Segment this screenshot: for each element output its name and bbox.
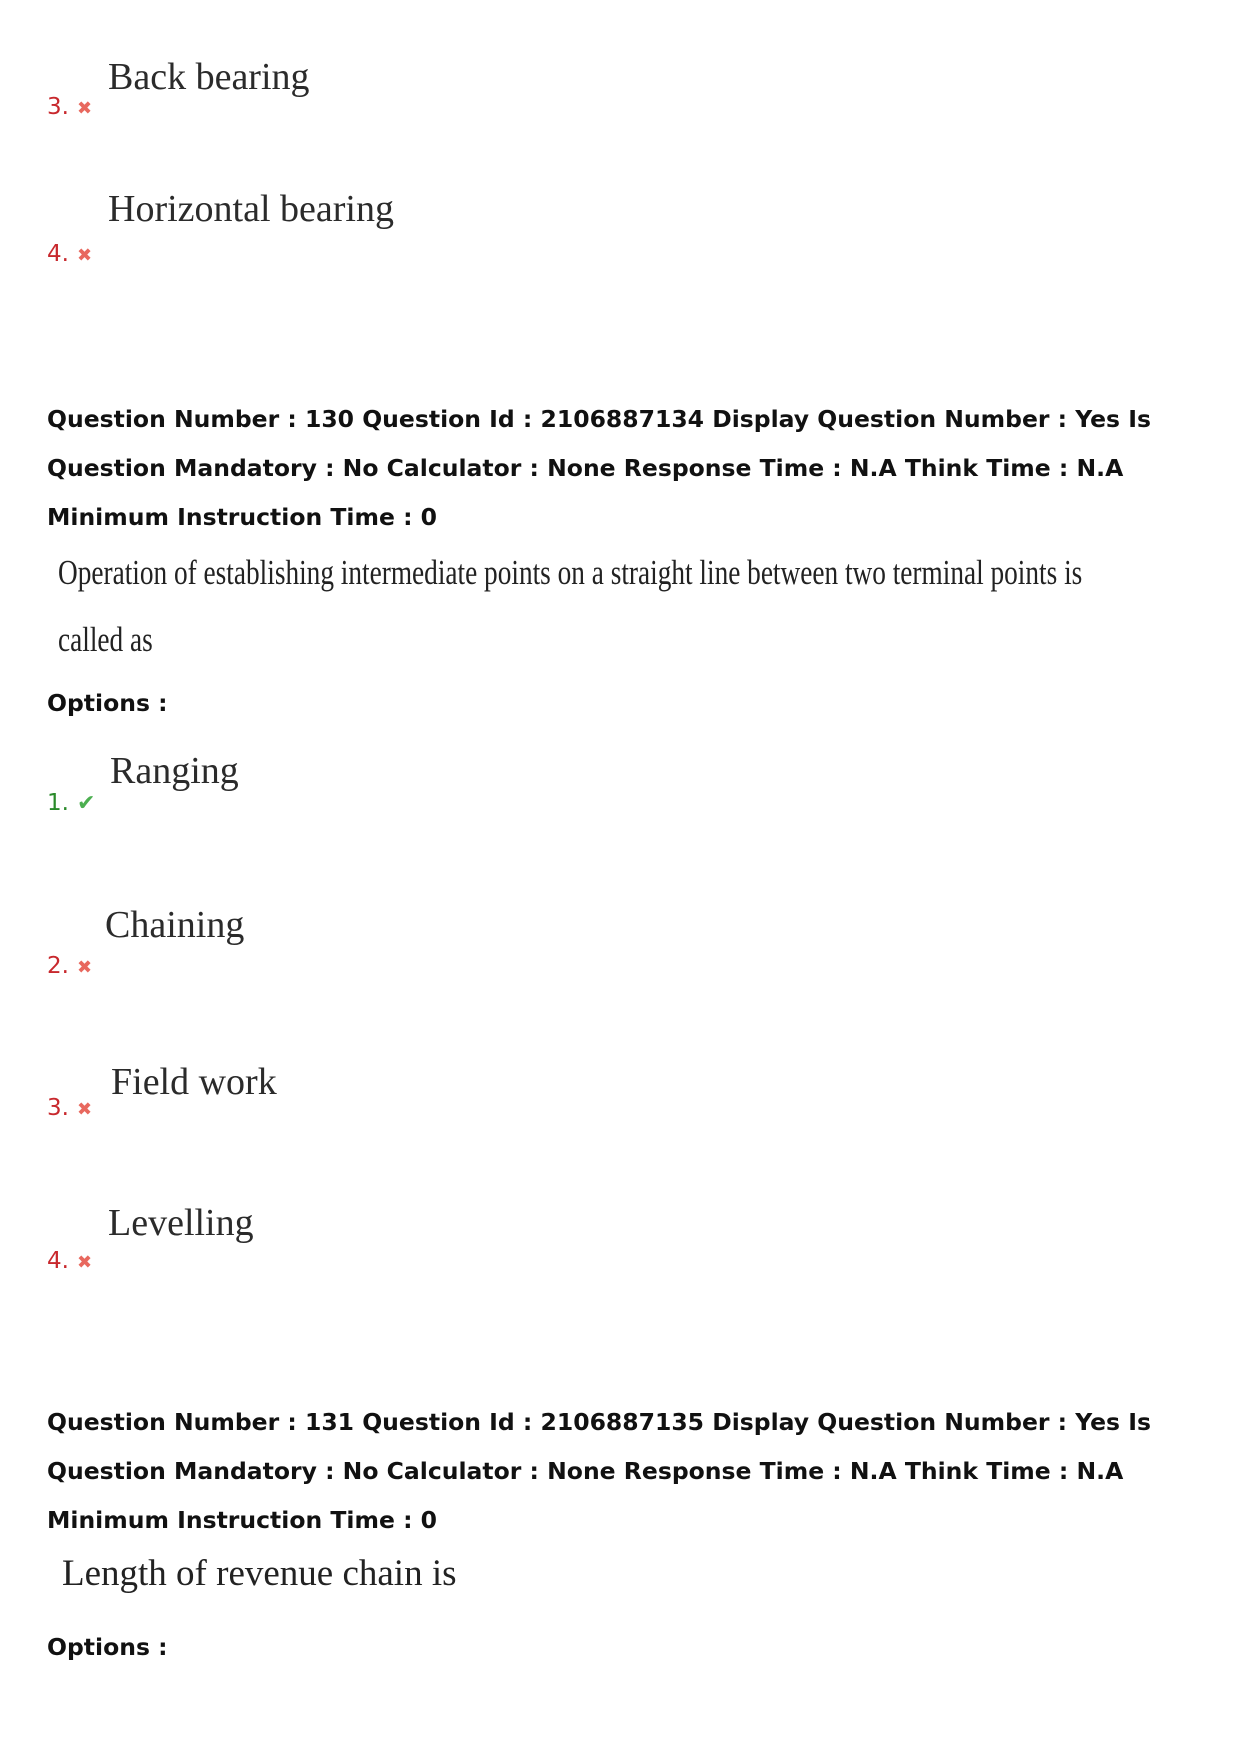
option-3-text-image: Back bearing (108, 56, 310, 98)
cross-icon: ✖ (76, 98, 93, 119)
option-number: 1. (47, 790, 69, 816)
question-130-meta: Question Number : 130 Question Id : 2106887134 Display Question Number : Yes Is Question Mandatory : No Calculator : None Response Time : N.A Think Time : N.A Minimum Instruction Time : 0 (47, 405, 1151, 531)
cross-icon: ✖ (76, 245, 93, 266)
option-number: 4. (47, 1248, 69, 1274)
option-4-text-image: Horizontal bearing (108, 188, 394, 230)
option-number: 3. (47, 94, 69, 120)
option-number: 2. (47, 953, 69, 979)
q130-option-3-text-image: Field work (111, 1061, 277, 1103)
option-3-marker (47, 96, 92, 119)
question-131-text: Length of revenue chain is (62, 1553, 457, 1594)
cross-icon: ✖ (76, 1252, 93, 1273)
q130-option-4-text-image: Levelling (108, 1202, 254, 1244)
question-130-options-label: Options : (47, 689, 168, 717)
option-number: 3. (47, 1095, 69, 1121)
question-131-options-label: Options : (47, 1633, 168, 1661)
option-4-marker (47, 243, 92, 266)
q130-option-3-marker (47, 1097, 92, 1120)
cross-icon: ✖ (76, 1099, 93, 1120)
q130-option-2-marker (47, 955, 92, 978)
q130-option-1-text-image: Ranging (110, 750, 239, 792)
q130-option-4-marker (47, 1250, 92, 1273)
check-icon: ✔ (76, 791, 96, 816)
cross-icon: ✖ (76, 957, 93, 978)
question-131-meta: Question Number : 131 Question Id : 2106887135 Display Question Number : Yes Is Question Mandatory : No Calculator : None Response Time : N.A Think Time : N.A Minimum Instruction Time : 0 (47, 1408, 1151, 1534)
q130-option-2-text-image: Chaining (105, 904, 245, 946)
question-130-text-line1: Operation of establishing intermediate points on a straight line between two terminal points is (58, 553, 1083, 592)
option-number: 4. (47, 241, 69, 267)
question-130-text-line2: called as (58, 620, 153, 659)
q130-option-1-marker (47, 792, 95, 815)
